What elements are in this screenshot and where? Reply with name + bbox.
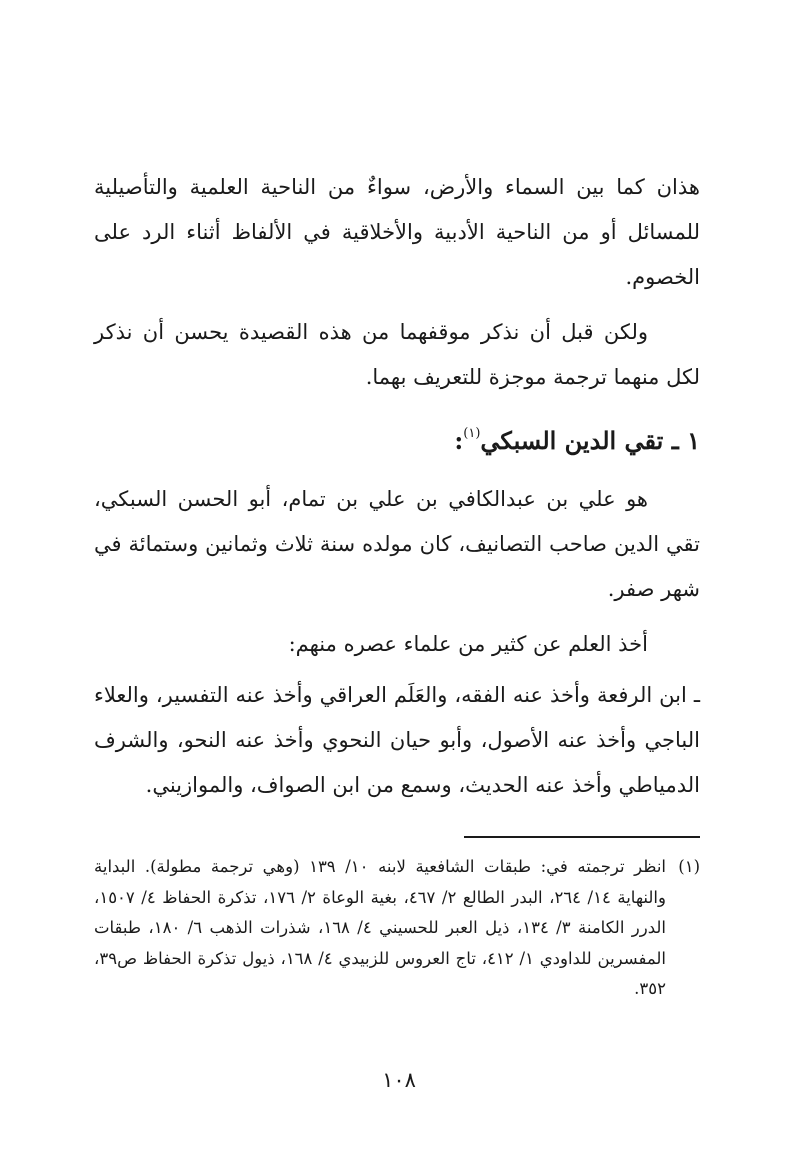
paragraph-intro: هذان كما بين السماء والأرض، سواءٌ من الناحية العلمية والتأصيلية للمسائل أو من الناحية الأدبية والأخلاقية في الألفاظ أثناء الرد على الخصوم. <box>94 175 700 289</box>
paragraph-biography: هو علي بن عبدالكافي بن علي بن تمام، أبو الحسن السبكي، تقي الدين صاحب التصانيف، كان مولده سنة ثلاث وثمانين وستمائة في شهر صفر. <box>94 487 700 601</box>
main-text <box>94 165 700 818</box>
footnote-divider <box>464 836 700 838</box>
footnote-number: (١) <box>678 857 700 876</box>
page-number: ١٠٨ <box>382 1068 416 1092</box>
paragraph-transition: ولكن قبل أن نذكر موقفهما من هذه القصيدة يحسن أن نذكر لكل منهما ترجمة موجزة للتعريف بهما. <box>94 320 700 389</box>
section-heading <box>94 410 700 465</box>
footnote-reference: (١) <box>463 426 481 441</box>
paragraph-teachers-intro: أخذ العلم عن كثير من علماء عصره منهم: <box>288 632 648 656</box>
heading-number: ١ ـ <box>671 426 700 455</box>
paragraph-teachers-list: ـ ابن الرفعة وأخذ عنه الفقه، والعَلَم العراقي وأخذ عنه التفسير، والعلاء الباجي وأخذ عنه الأصول، وأبو حيان النحوي وأخذ عنه النحو، والشرف الدمياطي وأخذ عنه الحديث، وسمع من ابن الصواف، والموازيني. <box>94 683 700 797</box>
footnote <box>94 852 700 1005</box>
footnote-text: انظر ترجمته في: طبقات الشافعية لابنه ١٠/ ١٣٩ (وهي ترجمة مطولة). البداية والنهاية ١٤/ ٢٦٤، البدر الطالع ٢/ ٤٦٧، بغية الوعاة ٢/ ١٧٦، تذكرة الحفاظ ٤/ ١٥٠٧، الدرر الكامنة ٣/ ١٣٤، ذيل العبر للحسيني ٤/ ١٦٨، شذرات الذهب ٦/ ١٨٠، طبقات المفسرين للداودي ١/ ٤١٢، تاج العروس للزبيدي ٤/ ١٦٨، ذيول تذكرة الحفاظ ص٣٩، ٣٥٢. <box>94 857 666 998</box>
heading-name: تقي الدين السبكي <box>480 426 664 455</box>
heading-colon: : <box>454 426 464 455</box>
